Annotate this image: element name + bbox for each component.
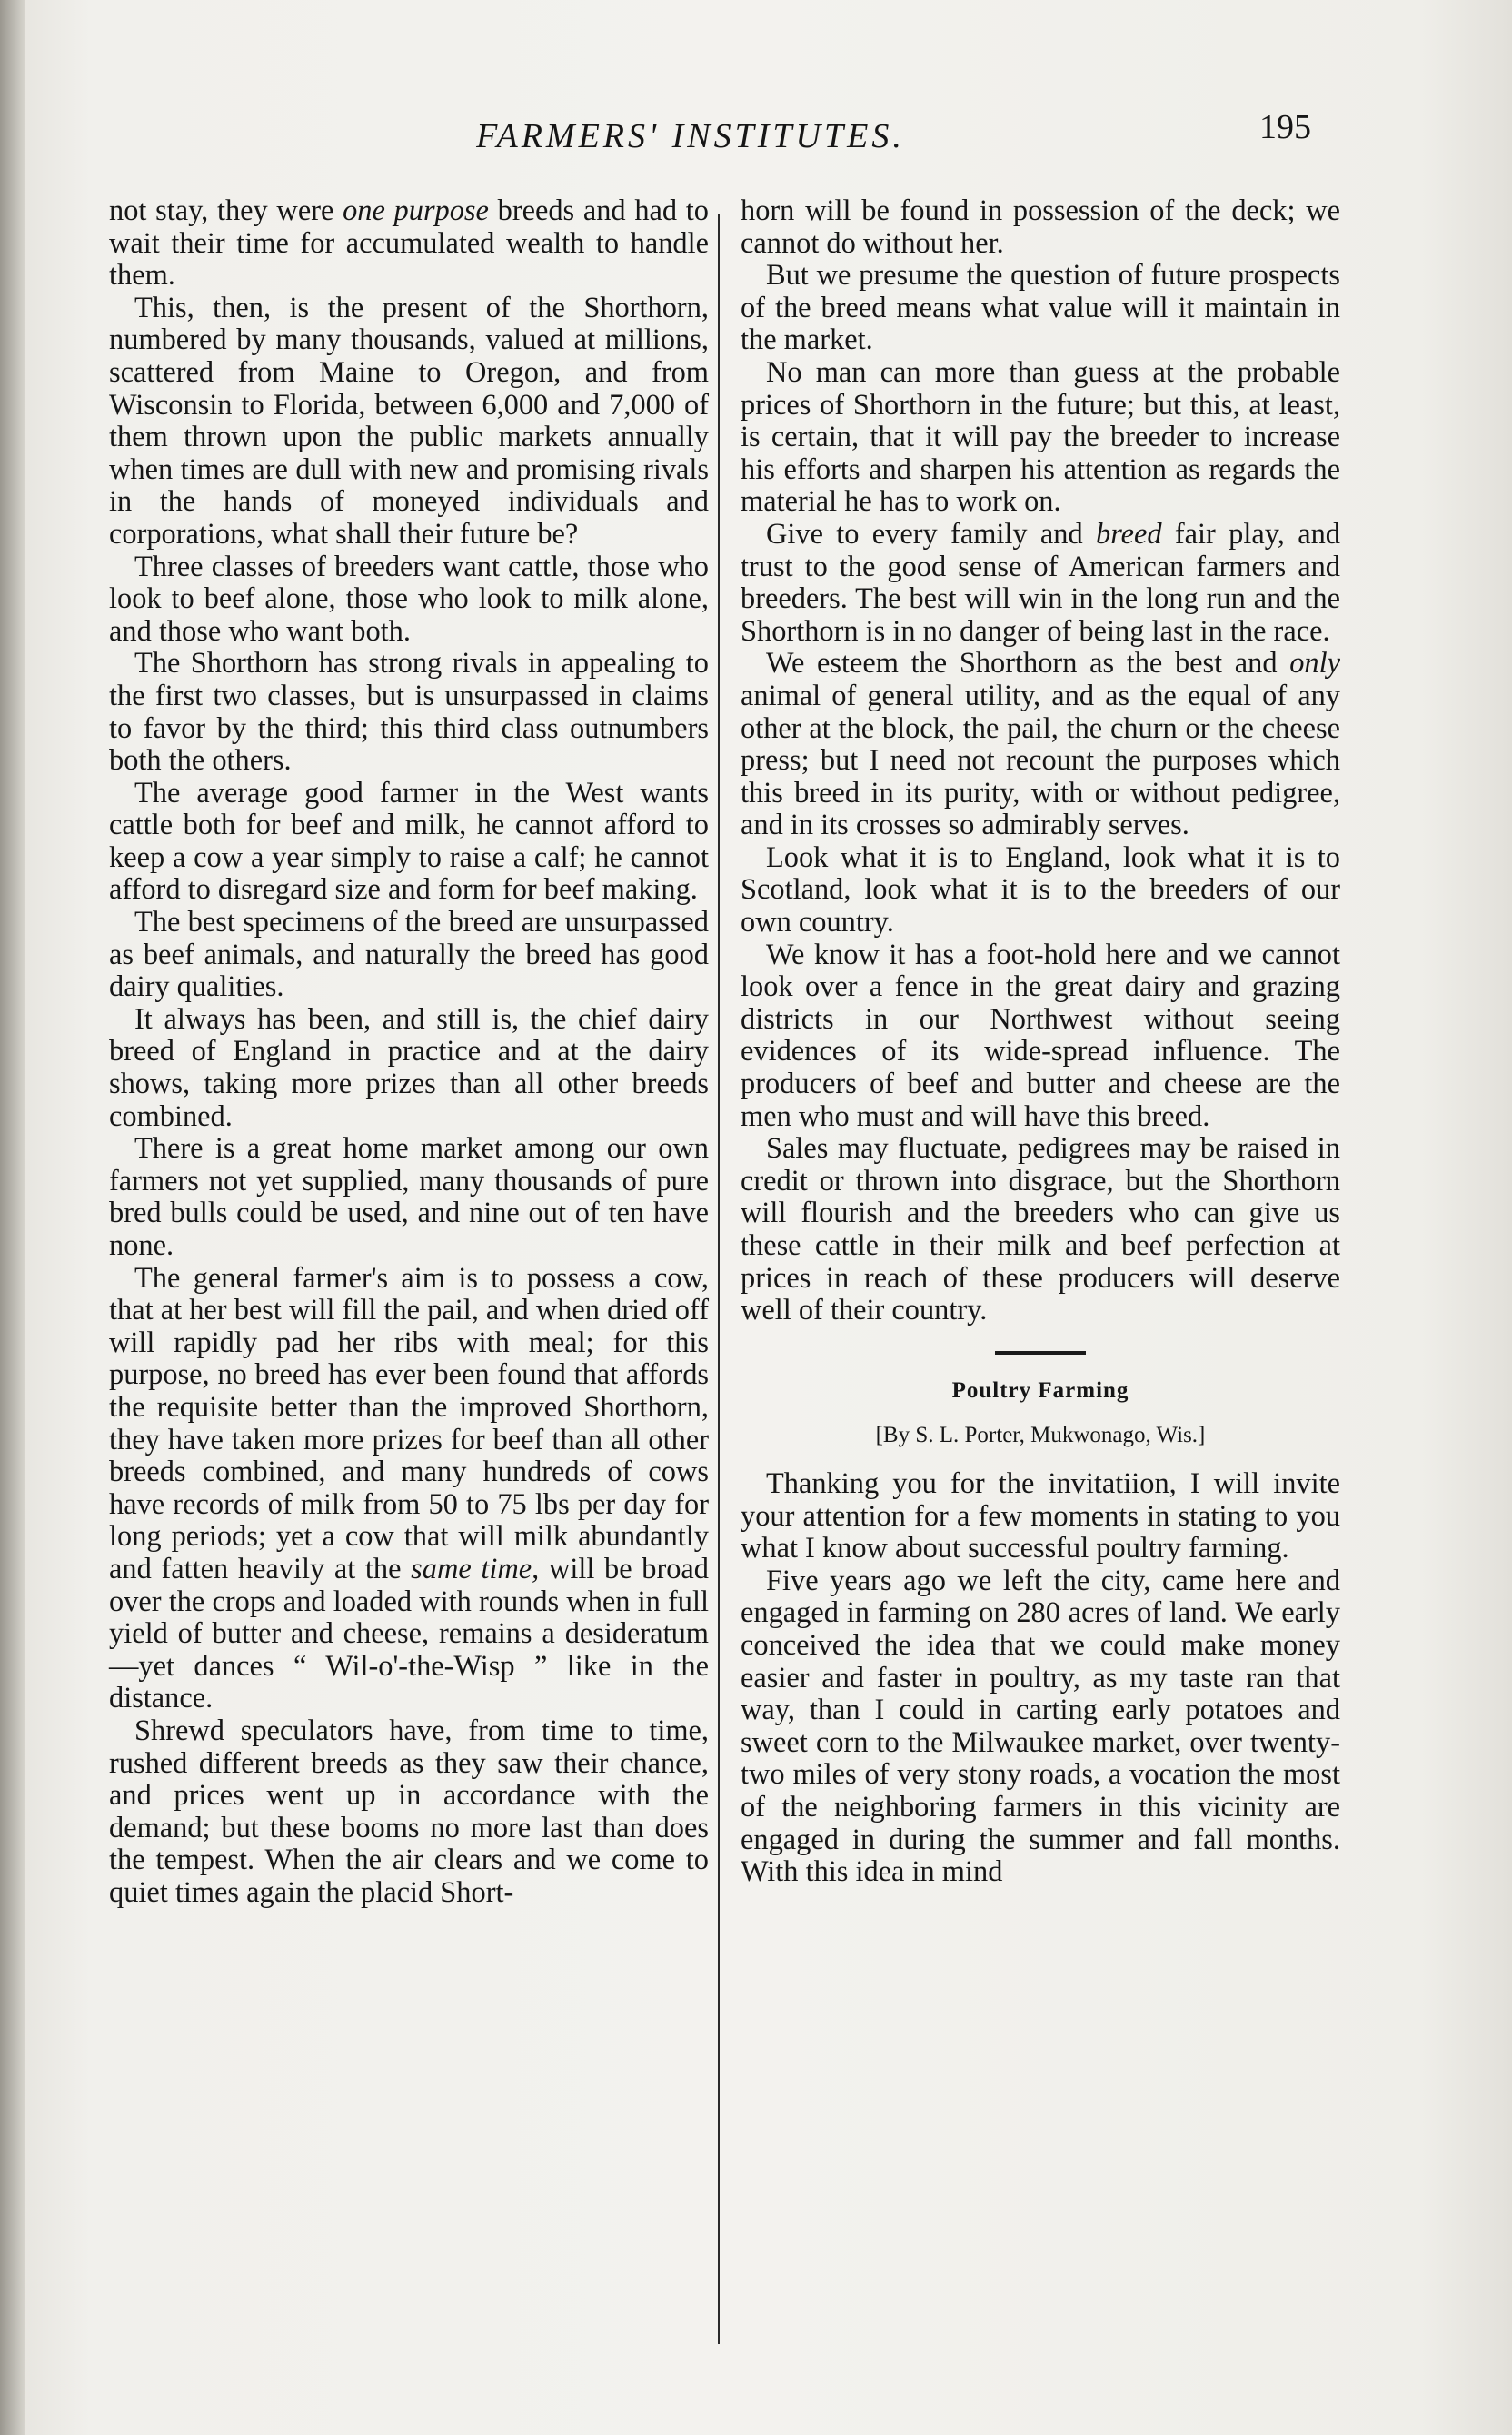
paragraph: There is a great home market among our own farmers not yet supplied, many thousands of pure bred bulls could be used, and nine out of ten have none. — [109, 1132, 709, 1262]
paragraph: It always has been, and still is, the chief dairy breed of England in practice and at the dairy shows, taking more prizes than all other breeds combined. — [109, 1002, 709, 1133]
paragraph: The average good farmer in the West wants cattle both for beef and milk, he cannot afford to keep a cow a year simply to raise a calf; he cannot afford to disregard size and form for beef making. — [109, 776, 709, 907]
paragraph: This, then, is the present of the Shorthorn, numbered by many thousands, valued at millions, scattered from Maine to Oregon, and from Wisconsin to Florida, between 6,000 and 7,000 of them thrown upon the public markets annually when times are dull with new and promising rivals in the hands of moneyed individuals and corporations, what shall their future be? — [109, 291, 709, 551]
paragraph: The Shorthorn has strong rivals in appealing to the first two classes, but is unsurpassed in claims to favor by the third; this third class outnumbers both the others. — [109, 647, 709, 778]
paragraph: Sales may fluctuate, pedigrees may be raised in credit or thrown into disgrace, but the Shorthorn will flourish and the breeders who can give us these cattle in their milk and beef perfection at prices in reach of these producers will deserve well of their country. — [741, 1132, 1340, 1327]
paragraph: Look what it is to England, look what it is to Scotland, look what it is to the breeders of our own country. — [741, 840, 1340, 939]
paragraph: Give to every family and breed fair play, and trust to the good sense of American farmers and breeders. The best will win in the long run and the Shorthorn is in no danger of being last in the race. — [741, 517, 1340, 648]
section-divider — [995, 1351, 1086, 1355]
paragraph: Three classes of breeders want cattle, those who look to beef alone, those who look to milk alone, and those who want both. — [109, 550, 709, 648]
paragraph: The general farmer's aim is to possess a cow, that at her best will fill the pail, and when dried off will rapidly pad her ribs with meal; for this purpose, no breed has ever been found that affords the requisite better than the improved Shorthorn, they have taken more prizes for beef than all other breeds combined, and many hundreds of cows have records of milk from 50 to 75 lbs per day for long periods; yet a cow that will milk abundantly and fatten heavily at the same time, will be broad over the crops and loaded with rounds when in full yield of butter and cheese, remains a desideratum—yet dances “ Wil-o'-the-Wisp ” like in the distance. — [109, 1261, 709, 1715]
page-edge-shadow — [0, 0, 25, 2435]
paragraph: Shrewd speculators have, from time to time, rushed different breeds as they saw their chance, and prices went up in accordance with the demand; but these booms no more last than does the tempest. When the air clears and we come to quiet times again the placid Short- — [109, 1714, 709, 1909]
paragraph: But we presume the question of future prospects of the breed means what value will it maintain in the market. — [741, 259, 1340, 357]
paragraph: We know it has a foot-hold here and we cannot look over a fence in the great dairy and grazing districts in our Northwest without seeing evidences of its wide-spread influence. The producers of beef and butter and cheese are the men who must and will have this breed. — [741, 938, 1340, 1133]
left-column — [109, 195, 709, 1909]
paragraph: Five years ago we left the city, came here and engaged in farming on 280 acres of land. We early conceived the idea that we could make money easier and faster in poultry, as my taste ran that way, than I could in carting early potatoes and sweet corn to the Milwaukee market, over twenty-two miles of very stony roads, a vocation the most of the neighboring farmers in this vicinity are engaged in during the summer and fall months. With this idea in mind — [741, 1564, 1340, 1889]
right-column — [741, 195, 1340, 1889]
page-number: 195 — [1259, 108, 1311, 146]
paragraph: We esteem the Shorthorn as the best and only animal of general utility, and as the equal of any other at the block, the pail, the churn or the cheese press; but I need not recount the purposes which this breed in its purity, with or without pedigree, and in its crosses so admirably serves. — [741, 647, 1340, 842]
paragraph: horn will be found in possession of the deck; we cannot do without her. — [741, 194, 1340, 260]
section-title: Poultry Farming — [951, 1377, 1129, 1403]
paragraph: No man can more than guess at the probable prices of Shorthorn in the future; but this, at least, is certain, that it will pay the breeder to increase his efforts and sharpen his attention as regards the material he has to work on. — [741, 355, 1340, 519]
byline: [By S. L. Porter, Mukwonago, Wis.] — [875, 1423, 1206, 1448]
paragraph: The best specimens of the breed are unsurpassed as beef animals, and naturally the breed has good dairy qualities. — [109, 906, 709, 1004]
paragraph: Thanking you for the invitatiion, I will invite your attention for a few moments in stating to you what I know about successful poultry farming. — [741, 1466, 1340, 1565]
running-head: FARMERS' INSTITUTES. — [476, 117, 905, 155]
column-rule — [718, 214, 720, 2344]
paragraph: not stay, they were one purpose breeds and had to wait their time for accumulated wealth to handle them. — [109, 194, 710, 293]
